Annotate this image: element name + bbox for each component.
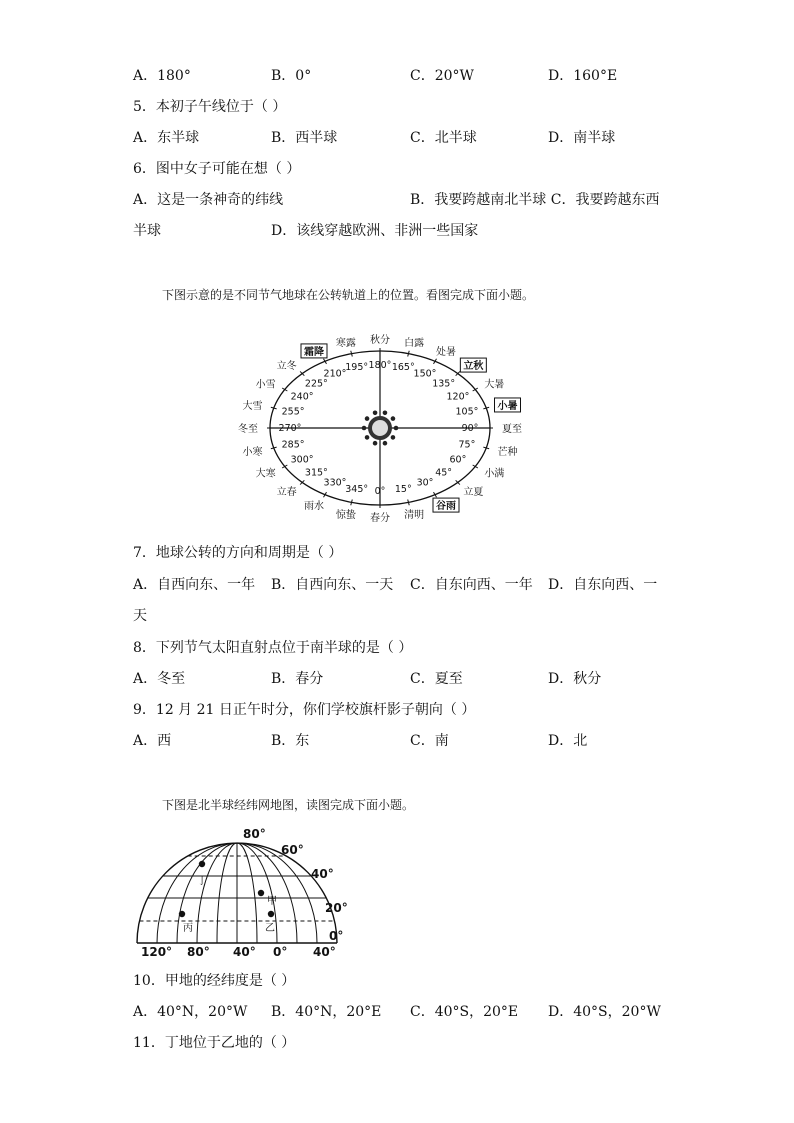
- orbit-diagram: [130, 328, 630, 528]
- sun-face: [372, 420, 388, 436]
- degree-label: 45°: [435, 467, 453, 479]
- q5-option-a: A．东半球: [133, 130, 200, 146]
- degree-label: 300°: [290, 454, 314, 466]
- q10-option-c: C．40°S，20°E: [410, 1004, 519, 1020]
- term-label: 小寒: [242, 447, 263, 459]
- sun-ray: [373, 410, 378, 415]
- degree-label: 210°: [323, 368, 347, 380]
- term-label: 小满: [484, 468, 505, 480]
- q7-option-c: C．自东向西、一年: [410, 577, 533, 593]
- q9-stem: 9．12 月 21 日正午时分，你们学校旗杆影子朝向（ ）: [133, 702, 476, 718]
- map-point-marker: [258, 890, 264, 896]
- q8-stem: 8．下列节气太阳直射点位于南半球的是（ ）: [133, 640, 413, 656]
- orbit-intro: 下图示意的是不同节气地球在公转轨道上的位置。看图完成下面小题。: [162, 288, 535, 302]
- degree-label: 135°: [432, 378, 456, 390]
- sun-ray: [383, 410, 388, 415]
- latitude-label: 20°: [325, 901, 348, 915]
- term-label: 惊蛰: [335, 509, 356, 521]
- q7-option-a: A．自西向东、一年: [133, 577, 256, 593]
- q5-option-c: C．北半球: [410, 130, 477, 146]
- term-label: 小暑: [497, 400, 518, 412]
- q10-option-b: B．40°N，20°E: [271, 1004, 382, 1020]
- q9-option-d: D．北: [548, 733, 588, 749]
- degree-label: 240°: [290, 391, 314, 403]
- grid-intro: 下图是北半球经纬网地图，读图完成下面小题。: [162, 798, 415, 812]
- q8-option-d: D．秋分: [548, 671, 602, 687]
- degree-label: 120°: [446, 391, 470, 403]
- term-label: 立春: [276, 486, 297, 498]
- term-label: 雨水: [304, 501, 324, 513]
- orbit-tick: [282, 388, 287, 391]
- degree-label: 285°: [281, 439, 305, 451]
- latitude-label: 0°: [329, 929, 344, 943]
- q5-stem: 5．本初子午线位于（ ）: [133, 99, 287, 115]
- longitude-label: 120°: [141, 945, 173, 958]
- q4-option-c: C．20°W: [410, 68, 474, 84]
- term-label: 大寒: [255, 468, 276, 480]
- sun-ray: [362, 426, 367, 431]
- q9-option-a: A．西: [133, 733, 172, 749]
- q9-option-c: C．南: [410, 733, 449, 749]
- map-point-label: 甲: [267, 896, 277, 907]
- map-point-marker: [268, 911, 274, 917]
- term-label: 秋分: [370, 335, 390, 346]
- q10-option-a: A．40°N，20°W: [133, 1004, 248, 1020]
- degree-label: 255°: [281, 406, 305, 418]
- q8-option-a: A．冬至: [133, 671, 186, 687]
- term-label: 春分: [370, 513, 390, 524]
- orbit-tick: [473, 388, 478, 391]
- degree-label: 315°: [304, 467, 328, 479]
- term-label: 立夏: [463, 486, 484, 498]
- map-point-marker: [199, 861, 205, 867]
- q4-option-a: A．180°: [133, 68, 191, 84]
- degree-label: 225°: [304, 378, 328, 390]
- q5-option-b: B．西半球: [271, 130, 338, 146]
- sun-ray: [365, 416, 370, 421]
- longitude-label: 0°: [273, 945, 288, 958]
- degree-label: 330°: [323, 477, 347, 489]
- longitude-label: 40°: [313, 945, 336, 958]
- degree-label: 165°: [391, 362, 415, 374]
- q6-option-c-wrap: 半球: [133, 223, 161, 239]
- q8-option-c: C．夏至: [410, 671, 463, 687]
- latitude-label: 40°: [311, 867, 334, 881]
- longitude-label: 40°: [233, 945, 256, 958]
- latitude-label: 80°: [243, 827, 266, 841]
- degree-label: 30°: [416, 477, 434, 489]
- term-label: 小雪: [255, 379, 276, 391]
- sun-ray: [394, 426, 399, 431]
- q7-stem: 7．地球公转的方向和周期是（ ）: [133, 545, 343, 561]
- q8-option-b: B．春分: [271, 671, 324, 687]
- q5-option-d: D．南半球: [548, 130, 616, 146]
- sun-ray: [365, 435, 370, 440]
- term-label: 谷雨: [436, 501, 456, 513]
- q6-stem: 6．图中女子可能在想（ ）: [133, 161, 301, 177]
- term-label: 霜降: [304, 346, 324, 358]
- degree-label: 150°: [413, 368, 437, 380]
- q10-option-d: D．40°S，20°W: [548, 1004, 661, 1020]
- q4-option-d: D．160°E: [548, 68, 618, 84]
- term-label: 冬至: [238, 424, 258, 435]
- degree-label: 75°: [458, 439, 476, 451]
- degree-label: 90°: [461, 423, 479, 434]
- q11-stem: 11．丁地位于乙地的（ ）: [133, 1035, 296, 1051]
- latitude-label: 60°: [281, 843, 304, 857]
- term-label: 大雪: [242, 400, 263, 412]
- term-label: 夏至: [502, 424, 522, 435]
- q9-option-b: B．东: [271, 733, 310, 749]
- map-point-label: 丁: [197, 876, 207, 887]
- q7-option-d: D．自东向西、一: [548, 577, 658, 593]
- q4-option-b: B．0°: [271, 68, 312, 84]
- graticule-map: [125, 826, 365, 958]
- degree-label: 0°: [374, 486, 386, 497]
- map-point-marker: [179, 911, 185, 917]
- sun-ray: [391, 435, 396, 440]
- degree-label: 15°: [394, 483, 412, 495]
- sun-ray: [391, 416, 396, 421]
- term-label: 处暑: [436, 346, 456, 358]
- q7-option-b: B．自西向东、一天: [271, 577, 394, 593]
- orbit-tick: [282, 465, 287, 468]
- q6-option-a: A．这是一条神奇的纬线: [133, 192, 284, 208]
- degree-label: 345°: [345, 483, 369, 495]
- term-label: 立秋: [463, 361, 484, 373]
- term-label: 立冬: [276, 361, 297, 373]
- map-point-label: 乙: [265, 923, 275, 934]
- map-point-label: 丙: [183, 923, 193, 934]
- sun-ray: [373, 441, 378, 446]
- term-label: 清明: [404, 509, 425, 521]
- degree-label: 105°: [455, 406, 479, 418]
- degree-label: 60°: [449, 454, 467, 466]
- term-label: 芒种: [497, 447, 518, 459]
- degree-label: 195°: [345, 362, 369, 374]
- sun-ray: [383, 441, 388, 446]
- term-label: 白露: [404, 338, 425, 350]
- q7-option-d-wrap: 天: [133, 608, 147, 624]
- q6-option-d: D．该线穿越欧洲、非洲一些国家: [271, 223, 479, 239]
- degree-label: 180°: [368, 360, 392, 371]
- longitude-label: 80°: [187, 945, 210, 958]
- term-label: 寒露: [335, 338, 356, 350]
- q10-stem: 10．甲地的经纬度是（ ）: [133, 973, 296, 989]
- q6-option-b-c: B．我要跨越南北半球 C．我要跨越东西: [410, 192, 660, 208]
- orbit-tick: [473, 465, 478, 468]
- degree-label: 270°: [278, 423, 302, 434]
- term-label: 大暑: [484, 379, 505, 391]
